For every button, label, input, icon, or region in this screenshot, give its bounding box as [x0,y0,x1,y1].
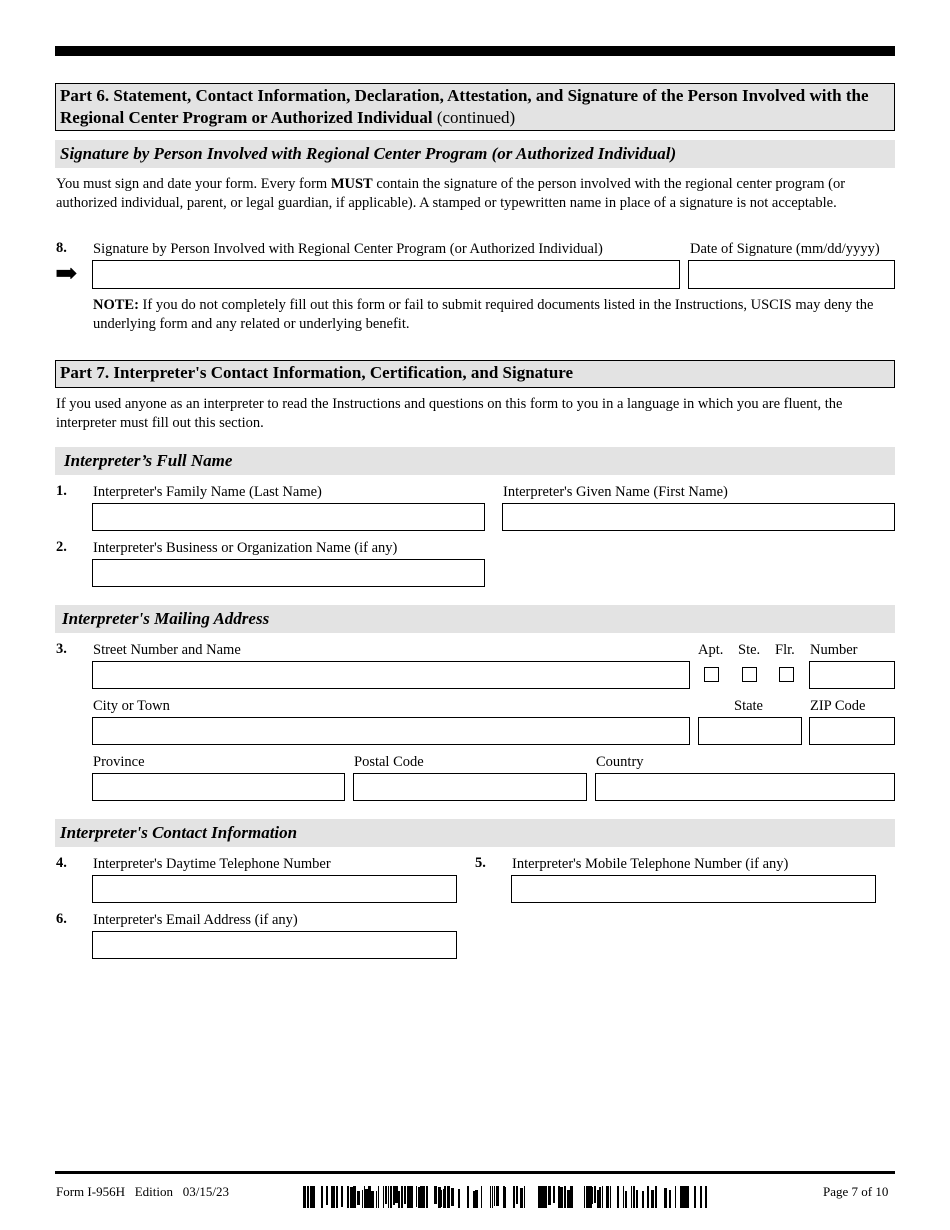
business-name-label: Interpreter's Business or Organization Name (if any) [93,540,398,556]
email-field[interactable] [92,931,457,959]
postal-code-field[interactable] [353,773,587,801]
city-field[interactable] [92,717,690,745]
signature-instructions [56,175,894,213]
item1-number: 1. [56,483,67,499]
barcode [303,1186,710,1208]
footer-rule [55,1171,895,1174]
item4-number: 4. [56,855,67,871]
section-full-name-header: Interpreter’s Full Name [55,447,895,475]
form-edition: Form I-956H Edition 03/15/23 [56,1184,229,1199]
item8-signature-label: Signature by Person Involved with Regional Center Program (or Authorized Individual) [93,241,603,257]
signature-instructions-b: contain the signature of the person involved with the regional center program (or authorized individual, parent, or legal guardian, if applicable). A stamped or typewritten name in place of a signature is not acceptable. [56,176,846,211]
section-contact-header: Interpreter's Contact Information [55,819,895,847]
ste-checkbox[interactable] [742,667,757,682]
item8-date-label: Date of Signature (mm/dd/yyyy) [690,241,880,257]
street-label: Street Number and Name [93,642,241,658]
zip-label: ZIP Code [810,698,866,714]
part6-title: Part 6. Statement, Contact Information, Declaration, Attestation, and Signature of the Person Involved with the Regional Center Program or Authorized Individual [60,86,869,127]
signature-field[interactable] [92,260,680,289]
daytime-phone-field[interactable] [92,875,457,903]
item3-number: 3. [56,641,67,657]
daytime-phone-label: Interpreter's Daytime Telephone Number [93,856,331,872]
city-label: City or Town [93,698,170,714]
part6-header [55,83,895,131]
email-label: Interpreter's Email Address (if any) [93,912,298,928]
signature-instructions-a: You must sign and date your form. Every form [56,176,331,192]
province-field[interactable] [92,773,345,801]
item2-number: 2. [56,539,67,555]
signature-date-field[interactable] [688,260,895,289]
mobile-phone-label: Interpreter's Mobile Telephone Number (if any) [512,856,789,872]
business-name-field[interactable] [92,559,485,587]
state-label: State [734,698,763,714]
item8-number: 8. [56,240,67,256]
number-label: Number [810,642,858,658]
ste-label: Ste. [738,642,761,658]
unit-number-field[interactable] [809,661,895,689]
flr-label: Flr. [775,642,795,658]
state-select[interactable] [698,717,802,745]
zip-field[interactable] [809,717,895,745]
given-name-field[interactable] [502,503,895,531]
item5-number: 5. [475,855,486,871]
postal-code-label: Postal Code [354,754,424,770]
country-label: Country [596,754,644,770]
country-field[interactable] [595,773,895,801]
note-text [93,296,893,334]
family-name-label: Interpreter's Family Name (Last Name) [93,484,322,500]
part6-title-suffix: (continued) [432,108,516,127]
top-rule [55,46,895,56]
section-mailing-address-header: Interpreter's Mailing Address [55,605,895,633]
province-label: Province [93,754,145,770]
item6-number: 6. [56,911,67,927]
given-name-label: Interpreter's Given Name (First Name) [503,484,728,500]
section-signature-header: Signature by Person Involved with Regional Center Program (or Authorized Individual) [55,140,895,168]
apt-label: Apt. [698,642,724,658]
part7-intro: If you used anyone as an interpreter to read the Instructions and questions on this form to you in a language in which you are fluent, the interpreter must fill out this section. [56,396,843,431]
note-label: NOTE: [93,297,139,313]
part7-header: Part 7. Interpreter's Contact Information, Certification, and Signature [55,360,895,388]
flr-checkbox[interactable] [779,667,794,682]
apt-checkbox[interactable] [704,667,719,682]
street-field[interactable] [92,661,690,689]
arrow-icon: ➡ [55,258,78,288]
page-number: Page 7 of 10 [823,1184,889,1199]
signature-instructions-must: MUST [330,176,373,192]
family-name-field[interactable] [92,503,485,531]
note-body: If you do not completely fill out this form or fail to submit required documents listed in the Instructions, USCIS may deny the underlying form and any related or underlying benefit. [93,297,874,332]
mobile-phone-field[interactable] [511,875,876,903]
